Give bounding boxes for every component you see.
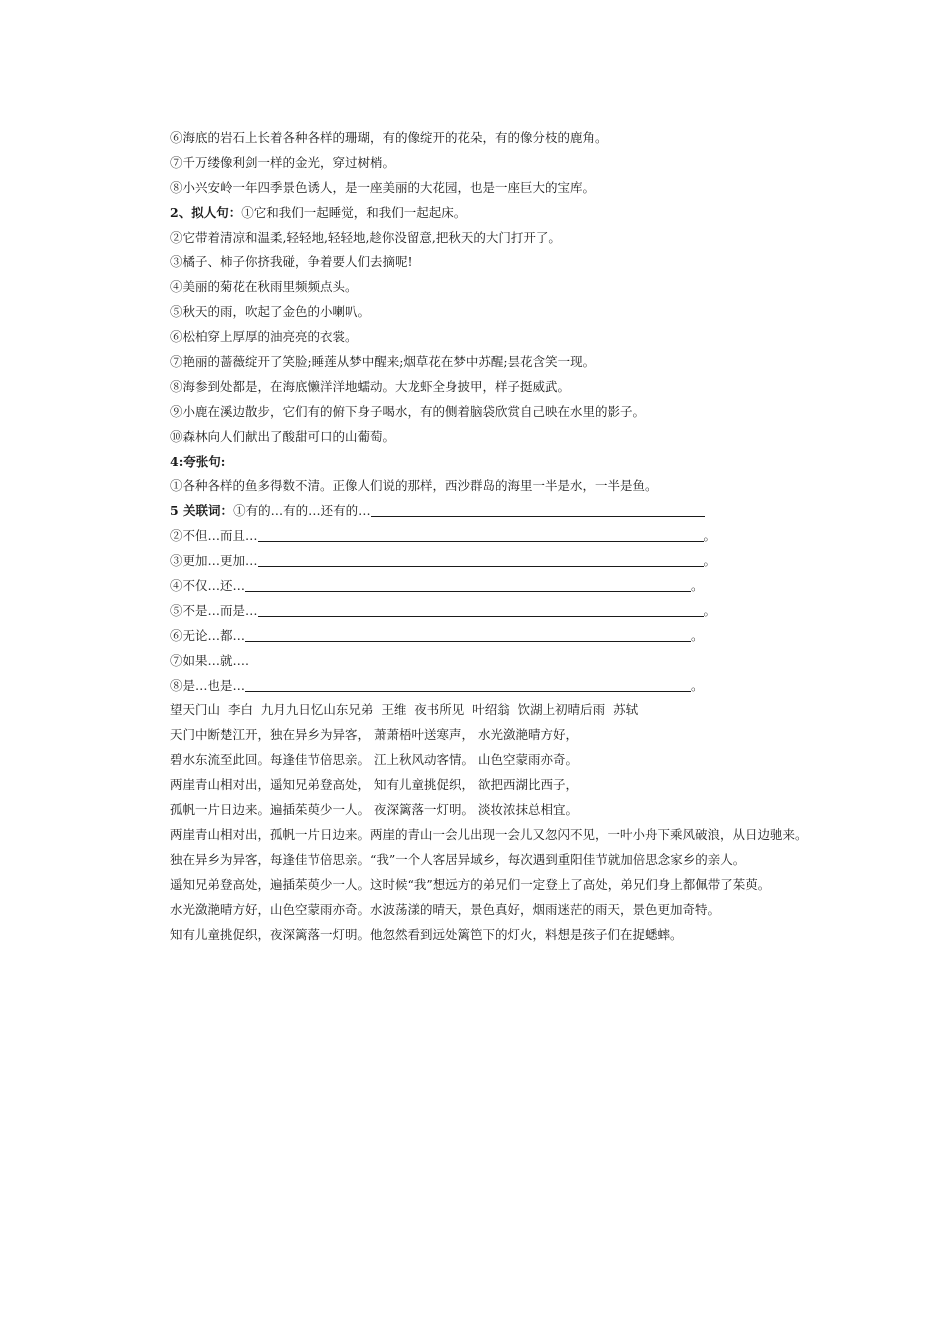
answer-blank[interactable] [258, 527, 704, 542]
answer-blank[interactable] [245, 677, 691, 692]
poem-line: 碧水东流至此回。 [170, 752, 271, 768]
conjunction-label: ⑦如果…就…. [170, 652, 249, 668]
conjunction-label: ③更加…更加… [170, 553, 258, 569]
conjunction-label: ⑤不是…而是… [170, 602, 258, 618]
poem-line: 水光潋滟晴方好， [478, 727, 579, 743]
hyperbole-heading: 4:夸张句: [170, 453, 226, 469]
conjunction-line: ②不但…而且… 。 [170, 528, 717, 544]
poem-line: 萧萧梧叶送寒声， [374, 727, 475, 743]
poem-line: 欲把西湖比西子， [478, 777, 579, 793]
poem-explanation: 水光潋滟晴方好，山色空蒙雨亦奇。水波荡漾的晴天，景色真好，烟雨迷茫的雨天，景色更加奇特。 [170, 901, 721, 917]
poem-explanation: 遥知兄弟登高处，遍插茱萸少一人。这时候“我”想远方的弟兄们一定登上了高处，弟兄们身上都佩带了茱萸。 [170, 876, 771, 892]
metaphor-item: ⑧小兴安岭一年四季景色诱人，是一座美丽的大花园，也是一座巨大的宝库。 [170, 179, 596, 195]
personification-item: ⑥松柏穿上厚厚的油亮亮的衣裳。 [170, 329, 358, 345]
conjunction-line: ⑥无论…都… 。 [170, 627, 704, 643]
conjunction-line: ③更加…更加… 。 [170, 553, 717, 569]
poem-line: 遍插茱萸少一人。 [270, 802, 371, 818]
poem-explanation: 独在异乡为异客，每逢佳节倍思亲。“我”一个人客居异域乡，每次遇到重阳佳节就加倍思念家乡的亲人。 [170, 851, 746, 867]
poem-line: 山色空蒙雨亦奇。 [478, 752, 579, 768]
answer-blank[interactable] [245, 627, 691, 642]
poem-line: 夜深篱落一灯明。 [374, 802, 475, 818]
personification-heading: 2、拟人句： [170, 204, 242, 220]
personification-item: ⑤秋天的雨，吹起了金色的小喇叭。 [170, 304, 371, 320]
poem-line: 独在异乡为异客， [270, 727, 371, 743]
personification-item: ⑦艳丽的蔷薇绽开了笑脸;睡莲从梦中醒来;烟草花在梦中苏醒;昙花含笑一现。 [170, 354, 596, 370]
poem-line: 每逢佳节倍思亲。 [270, 752, 371, 768]
personification-heading-line [170, 201, 830, 226]
conjunction-line: ⑧是…也是… 。 [170, 677, 704, 693]
conjunction-line: ⑤不是…而是… 。 [170, 602, 717, 618]
conjunction-line [170, 649, 830, 674]
poem-titles: 望天门山 李白 九月九日忆山东兄弟 王维 夜书所见 叶绍翁 饮湖上初晴后雨 苏轼 [170, 702, 639, 718]
poem-line: 天门中断楚江开， [170, 727, 271, 743]
poem-line: 江上秋风动客情。 [374, 752, 475, 768]
poem-row [170, 723, 830, 748]
poem-line: 两崖青山相对出， [170, 777, 271, 793]
conjunction-heading: 5 关联词： [170, 503, 234, 519]
personification-item: ①它和我们一起睡觉，和我们一起起床。 [241, 204, 467, 220]
answer-blank[interactable] [258, 602, 704, 617]
conjunction-label: ②不但…而且… [170, 528, 258, 544]
answer-blank[interactable] [258, 552, 704, 567]
personification-item: ②它带着清凉和温柔,轻轻地,轻轻地,趁你没留意,把秋天的大门打开了。 [170, 229, 561, 245]
hyperbole-item: ①各种各样的鱼多得数不清。正像人们说的那样，西沙群岛的海里一半是水，一半是鱼。 [170, 478, 658, 494]
poem-row [170, 773, 830, 798]
answer-blank[interactable] [371, 502, 705, 517]
document-body [170, 126, 830, 947]
poem-line: 淡妆浓抹总相宜。 [478, 802, 579, 818]
poem-line: 知有儿童挑促织， [374, 777, 475, 793]
poem-line: 孤帆一片日边来。 [170, 802, 271, 818]
poem-line: 遥知兄弟登高处， [270, 777, 371, 793]
metaphor-item: ⑦千万缕像利剑一样的金光，穿过树梢。 [170, 154, 396, 170]
personification-item: ③橘子、柿子你挤我碰，争着要人们去摘呢! [170, 254, 413, 270]
personification-item: ⑩森林向人们献出了酸甜可口的山葡萄。 [170, 428, 396, 444]
metaphor-item: ⑥海底的岩石上长着各种各样的珊瑚，有的像绽开的花朵，有的像分枝的鹿角。 [170, 130, 608, 145]
poem-explanation: 知有儿童挑促织，夜深篱落一灯明。他忽然看到远处篱笆下的灯火，料想是孩子们在捉蟋蟀。 [170, 926, 683, 942]
poem-row [170, 748, 830, 773]
conjunction-line: ④不仅…还… 。 [170, 578, 704, 594]
personification-item: ④美丽的菊花在秋雨里频频点头。 [170, 279, 358, 295]
conjunction-label: ④不仅…还… [170, 578, 246, 594]
personification-item: ⑨小鹿在溪边散步，它们有的俯下身子喝水，有的侧着脑袋欣赏自己映在水里的影子。 [170, 403, 646, 419]
conjunction-label: ⑥无论…都… [170, 627, 246, 643]
conjunction-line [170, 499, 830, 524]
conjunction-label: ⑧是…也是… [170, 677, 246, 693]
answer-blank[interactable] [245, 577, 691, 592]
poem-row [170, 798, 830, 823]
conjunction-label: ①有的…有的…还有的… [233, 503, 371, 519]
poem-explanation: 两崖青山相对出，孤帆一片日边来。两崖的青山一会儿出现一会儿又忽闪不见，一叶小舟下乘风破浪，从日边驰来。 [170, 826, 808, 842]
personification-item: ⑧海参到处都是，在海底懒洋洋地蠕动。大龙虾全身披甲，样子挺威武。 [170, 378, 571, 394]
